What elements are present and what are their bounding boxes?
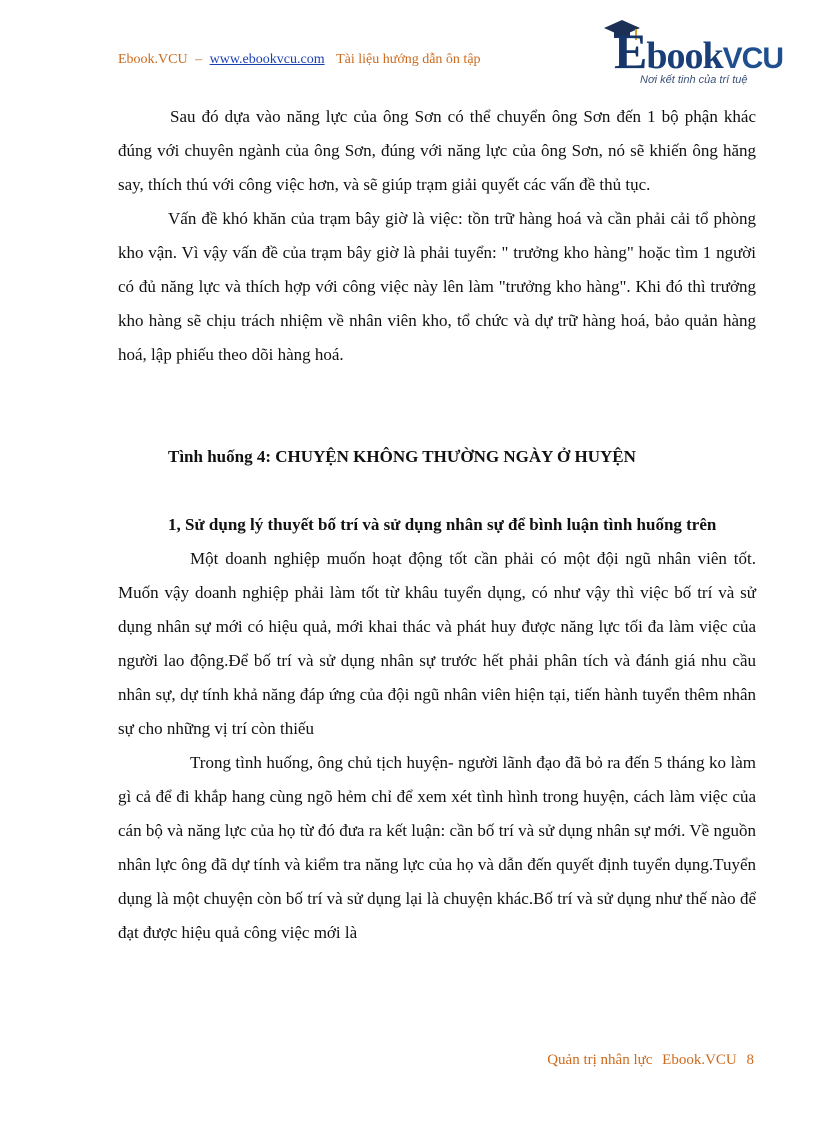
header-subtitle: Tài liệu hướng dẫn ôn tập — [336, 52, 481, 67]
section-heading-situation-4: Tình huống 4: CHUYỆN KHÔNG THƯỜNG NGÀY Ở HUYỆN — [168, 447, 636, 466]
header-dash: – — [195, 52, 203, 67]
footer-label: Quản trị nhân lực — [547, 1052, 653, 1068]
page-number: 8 — [746, 1052, 754, 1068]
logo-wordmark: EbookVCU — [614, 23, 783, 79]
ebook-vcu-logo — [600, 18, 783, 90]
page-header — [118, 52, 481, 68]
footer-brand: Ebook.VCU — [662, 1052, 737, 1068]
document-body — [118, 100, 756, 950]
paragraph-4: Trong tình huống, ông chủ tịch huyện- người lãnh đạo đã bỏ ra đến 5 tháng ko làm gì cả để đi khắp hang cùng ngõ hẻm chỉ để xem xét tình hình trong huyện, cách làm việc của cán bộ và năng lực của họ từ đó đưa ra kết luận: cần bố trí và sử dụng nhân sự mới. Về nguồn nhân lực ông đã dự tính và kiểm tra năng lực của họ và dẫn đến quyết định tuyển dụng.Tuyển dụng là một chuyện còn bố trí và sử dụng lại là chuyện khác.Bố trí và sử dụng như thế nào để đạt được hiệu quả công việc mới là — [118, 753, 756, 942]
header-url-link[interactable]: www.ebookvcu.com — [209, 52, 325, 67]
paragraph-2: Vấn đề khó khăn của trạm bây giờ là việc: tồn trữ hàng hoá và cần phải cải tổ phòng kho vận. Vì vậy vấn đề của trạm bây giờ là phải tuyển: " trưởng kho hàng" hoặc tìm 1 người có đủ năng lực và thích hợp với công việc này lên làm "trưởng kho hàng". Khi đó thì trưởng kho hàng sẽ chịu trách nhiệm về nhân viên kho, tổ chức và dự trữ hàng hoá, bảo quản hàng hoá, lập phiếu theo dõi hàng hoá. — [118, 209, 756, 364]
logo-tagline: Nơi kết tinh của trí tuệ — [640, 74, 748, 86]
paragraph-3: Một doanh nghiệp muốn hoạt động tốt cần phải có một đội ngũ nhân viên tốt. Muốn vậy doanh nghiệp phải làm tốt từ khâu tuyển dụng, có như vậy thì việc bố trí và sử dụng nhân sự mới có hiệu quả, mới khai thác và phát huy được năng lực tối đa làm việc của người lao động.Để bố trí và sử dụng nhân sự trước hết phải phân tích và đánh giá nhu cầu nhân sự, dự tính khả năng đáp ứng của đội ngũ nhân viên hiện tại, tiến hành tuyển thêm nhân sự cho những vị trí còn thiếu — [118, 549, 756, 738]
page-footer — [547, 1052, 754, 1069]
paragraph-1: Sau đó dựa vào năng lực của ông Sơn có thể chuyển ông Sơn đến 1 bộ phận khác đúng với chuyên ngành của ông Sơn, đúng với năng lực của ông Sơn, nó sẽ khiến ông hăng say, thích thú với công việc hơn, và sẽ giúp trạm giải quyết các vấn đề thủ tục. — [118, 107, 756, 194]
header-brand: Ebook.VCU — [118, 52, 188, 67]
subsection-heading-1: 1, Sử dụng lý thuyết bố trí và sử dụng nhân sự để bình luận tình huống trên — [168, 515, 717, 534]
